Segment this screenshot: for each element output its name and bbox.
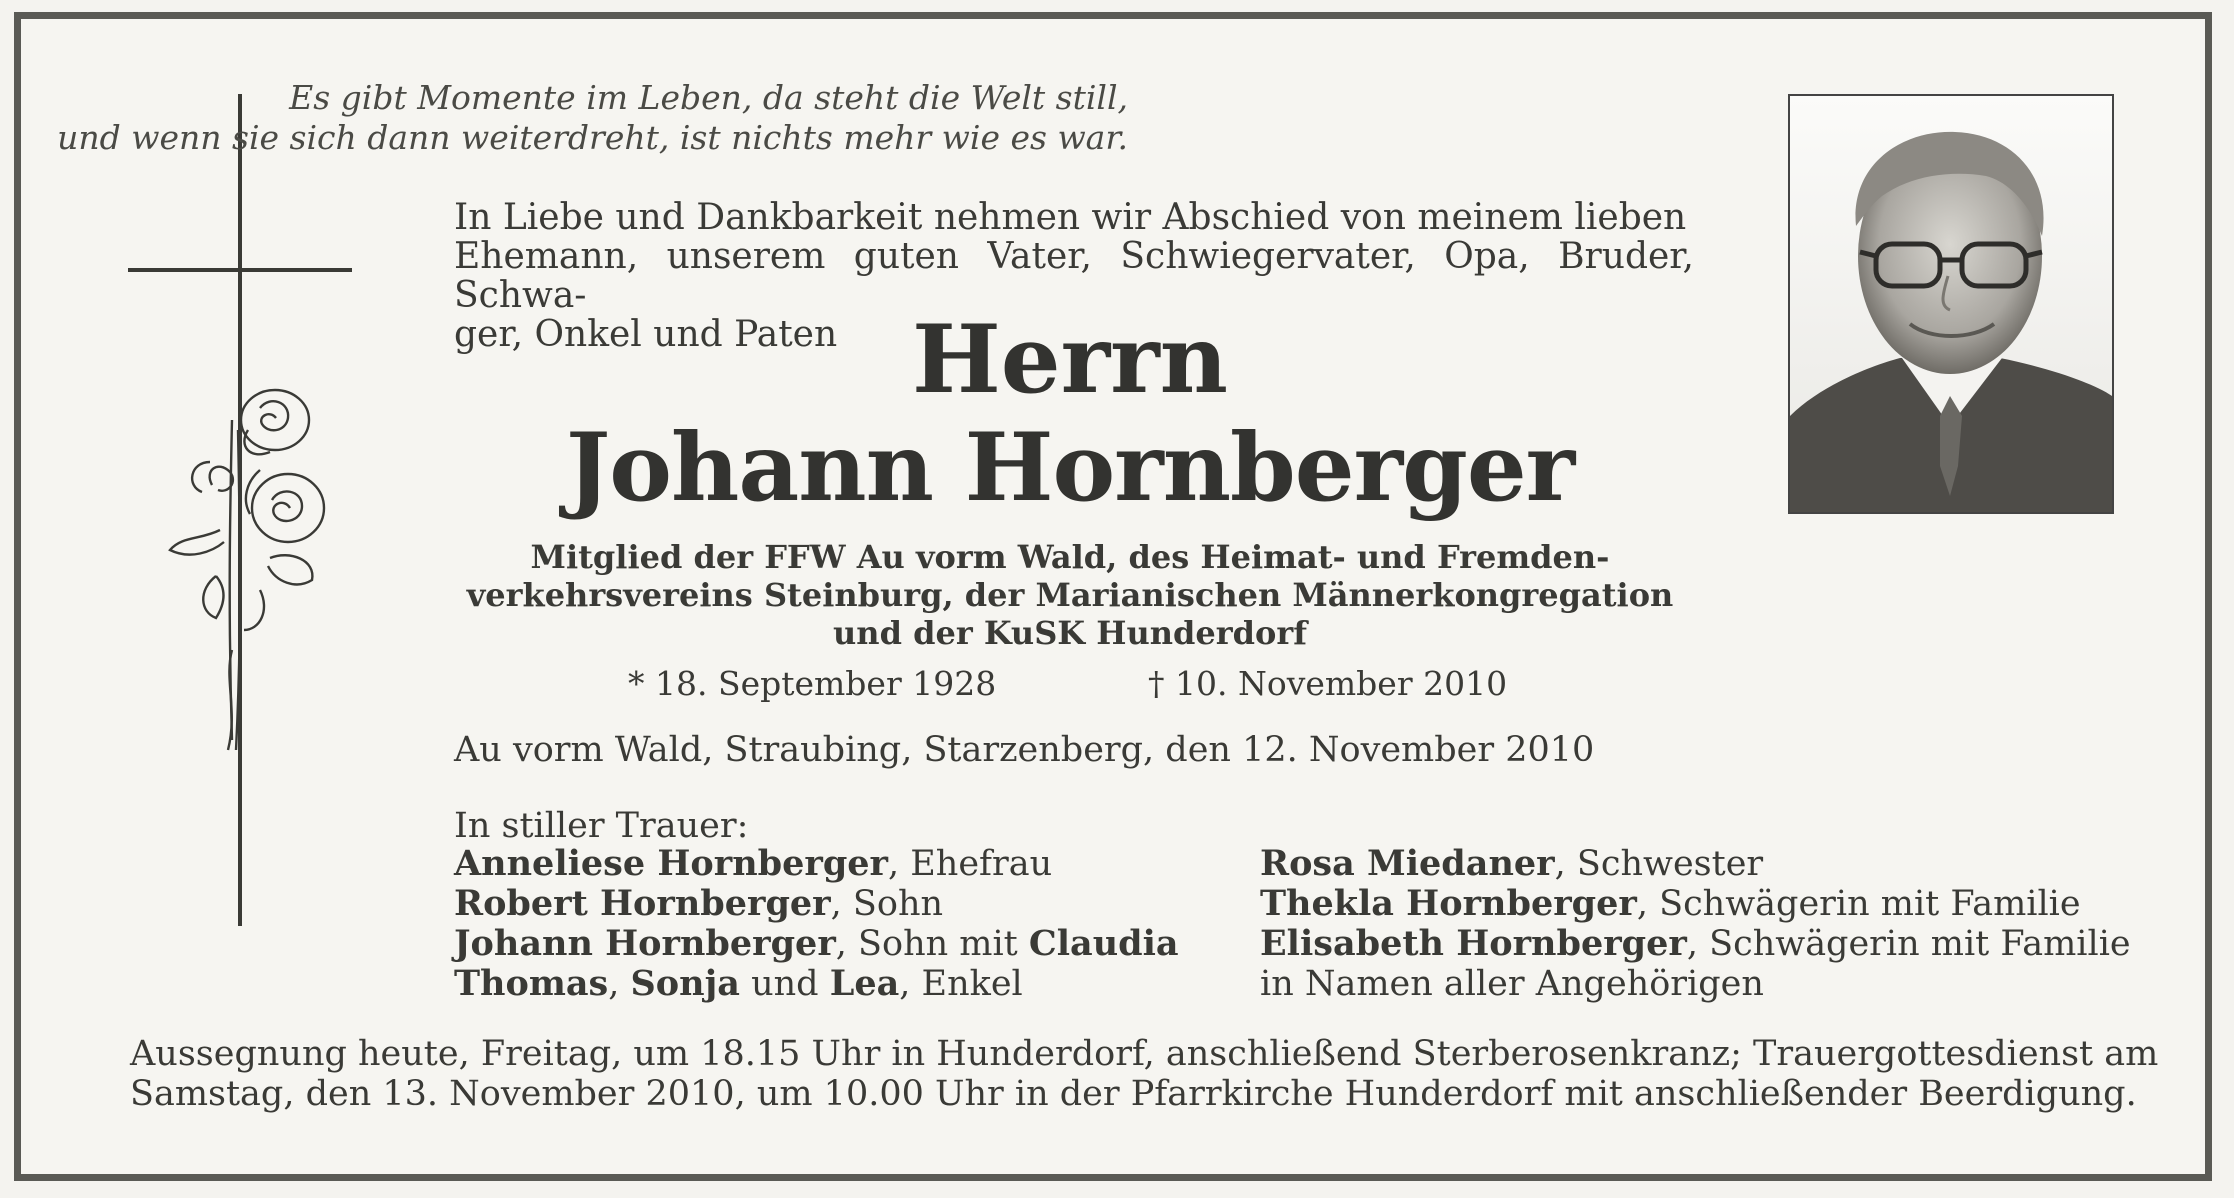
cross-with-roses-icon <box>120 90 360 930</box>
mourner-row: Johann Hornberger, Sohn mit Claudia <box>454 923 1179 964</box>
mourner-row: Anneliese Hornberger, Ehefrau <box>454 843 1053 884</box>
mourner-row: in Namen aller Angehörigen <box>1260 964 1764 1004</box>
mourners-left <box>454 844 1179 1004</box>
membership-line-3: und der KuSK Hunderdorf <box>833 614 1307 652</box>
intro-line-2: Ehemann, unserem guten Vater, Schwiegervater, Opa, Bruder, Schwa- <box>454 236 1694 316</box>
mourner-row: Thekla Hornberger, Schwägerin mit Familie <box>1260 883 2081 924</box>
motto <box>57 78 1128 158</box>
membership-line-1: Mitglied der FFW Au vorm Wald, des Heimat- und Fremden- <box>530 538 1610 576</box>
intro-line-3: ger, Onkel und Paten <box>454 314 838 355</box>
deceased-name: Johann Hornberger <box>565 413 1575 523</box>
mourner-row: Robert Hornberger, Sohn <box>454 883 944 924</box>
motto-line-1: Es gibt Momente im Leben, da steht die Welt still, <box>289 78 1128 117</box>
service-line-2: Samstag, den 13. November 2010, um 10.00 Uhr in der Pfarrkirche Hunderdorf mit anschließender Beerdigung. <box>130 1074 2137 1114</box>
mourners-right <box>1260 844 2131 1004</box>
motto-line-2: und wenn sie sich dann weiterdreht, ist nichts mehr wie es war. <box>57 118 1128 157</box>
service-line-1: Aussegnung heute, Freitag, um 18.15 Uhr in Hunderdorf, anschließend Sterberosenkranz; Trauergottesdienst am <box>130 1034 2159 1074</box>
birth-date: * 18. September 1928 <box>628 664 997 703</box>
mourner-row: Elisabeth Hornberger, Schwägerin mit Familie <box>1260 923 2131 964</box>
membership <box>467 538 1674 652</box>
death-date: † 10. November 2010 <box>1148 664 1508 703</box>
portrait-photo <box>1788 94 2114 514</box>
salutation: Herrn <box>911 305 1229 415</box>
service-info <box>130 1034 2158 1114</box>
mourning-title: In stiller Trauer: <box>454 806 749 846</box>
membership-line-2: verkehrsvereins Steinburg, der Marianischen Männerkongregation <box>466 576 1674 614</box>
intro-line-1: In Liebe und Dankbarkeit nehmen wir Abschied von meinem lieben <box>454 197 1687 238</box>
mourner-row: Rosa Miedaner, Schwester <box>1260 843 1764 884</box>
mourner-row: Thomas, Sonja und Lea, Enkel <box>454 963 1023 1004</box>
place-date: Au vorm Wald, Straubing, Starzenberg, den 12. November 2010 <box>454 730 1595 770</box>
